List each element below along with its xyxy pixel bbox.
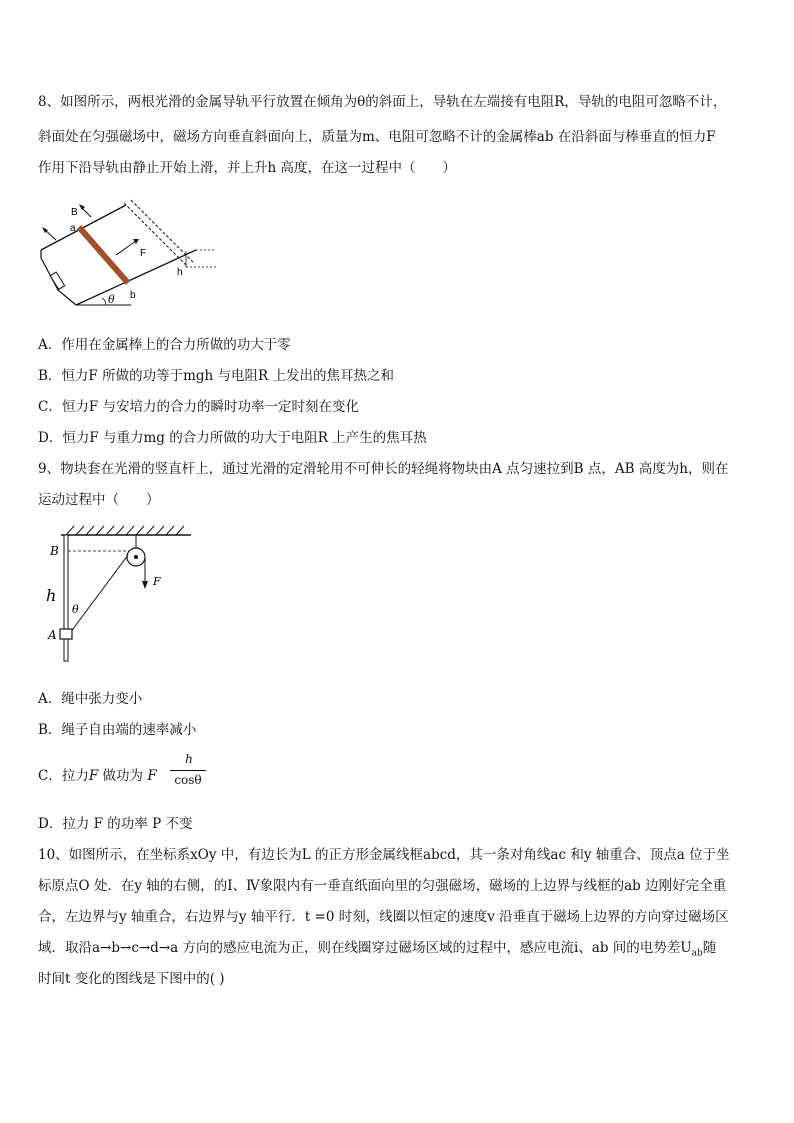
- q9-fig-F: F: [153, 575, 161, 588]
- q10-stem-line4-end: 随: [702, 940, 717, 956]
- q10-stem-line2: 标原点O 处．在y 轴的右侧，的Ⅰ、Ⅳ象限内有一垂直纸面向里的匀强磁场，磁场的上边界与线框的ab 边刚好完全重: [38, 878, 727, 894]
- q9-fig-B: B: [50, 544, 59, 558]
- q9-fig-theta: θ: [72, 603, 79, 616]
- q8-option-c[interactable]: C．恒力F 与安培力的合力的瞬时功率一定时刻在变化: [38, 399, 359, 415]
- q9-option-d[interactable]: D．拉力 F 的功率 P 不变: [38, 816, 193, 832]
- q9-pulley-figure: [36, 525, 196, 665]
- q8-stem-line3: 作用下沿导轨由静止开始上滑，并上升h 高度，在这一过程中（ ）: [38, 160, 456, 176]
- q10-stem-line3: 合，左边界与y 轴重合，右边界与y 轴平行．t =0 时刻，线圈以恒定的速度v 沿垂直于磁场上边界的方向穿过磁场区: [38, 909, 729, 925]
- q9-option-c-denominator: cosθ: [174, 773, 202, 787]
- q8-option-d[interactable]: D．恒力F 与重力mg 的合力所做的功大于电阻R 上产生的焦耳热: [38, 430, 427, 446]
- q8-fig-B: B: [71, 207, 78, 218]
- q9-option-c-f: F: [88, 768, 99, 784]
- q8-fig-theta: θ: [108, 293, 115, 306]
- q8-fig-F: F: [140, 248, 147, 259]
- q8-stem-line1: 8、如图所示，两根光滑的金属导轨平行放置在倾角为θ的斜面上，导轨在左端接有电阻R，导轨的电阻可忽略不计，: [38, 94, 727, 110]
- q8-stem-line2: 斜面处在匀强磁场中，磁场方向垂直斜面向上，质量为m、电阻可忽略不计的金属棒ab 在沿斜面与棒垂直的恒力F: [38, 129, 716, 145]
- q10-stem-line4-sub: ab: [691, 948, 703, 959]
- q9-stem-line1: 9、物块套在光滑的竖直杆上，通过光滑的定滑轮用不可伸长的轻绳将物块由A 点匀速拉到B 点，AB 高度为h，则在: [38, 461, 729, 477]
- q9-option-c-prefix: C．拉力: [38, 768, 89, 784]
- q9-fig-h: h: [46, 586, 57, 605]
- q9-option-b[interactable]: B．绳子自由端的速率减小: [38, 722, 197, 738]
- q10-stem-line1: 10、如图所示，在坐标系xOy 中，有边长为L 的正方形金属线框abcd，其一条对角线ac 和y 轴重合、顶点a 位于坐: [38, 847, 730, 863]
- q8-fig-a: a: [70, 223, 76, 234]
- q9-option-c-f2: F: [147, 768, 157, 784]
- q8-fig-b: b: [130, 290, 136, 301]
- q8-option-a[interactable]: A．作用在金属棒上的合力所做的功大于零: [38, 337, 291, 353]
- q10-stem-line4-text: 域．取沿a→b→c→d→a 方向的感应电流为正，则在线圈穿过磁场区域的过程中，感应电流i、ab 间的电势差U: [38, 940, 692, 956]
- q9-option-a[interactable]: A．绳中张力变小: [38, 691, 143, 707]
- q9-option-c[interactable]: [38, 764, 157, 784]
- q9-stem-line2: 运动过程中（ ）: [38, 492, 160, 508]
- q10-stem-line4: [38, 936, 716, 959]
- q9-fig-A: A: [48, 628, 57, 642]
- q8-fig-h: h: [177, 267, 183, 278]
- q8-option-b[interactable]: B．恒力F 所做的功等于mgh 与电阻R 上发出的焦耳热之和: [38, 368, 394, 384]
- q9-option-c-fraction-bar: [170, 770, 206, 771]
- q9-option-c-numerator: h: [185, 752, 193, 766]
- q8-rail-figure: [36, 195, 216, 315]
- q9-option-c-mid: 做功为: [98, 768, 148, 784]
- q10-stem-line5: 时间t 变化的图线是下图中的( ): [38, 971, 225, 987]
